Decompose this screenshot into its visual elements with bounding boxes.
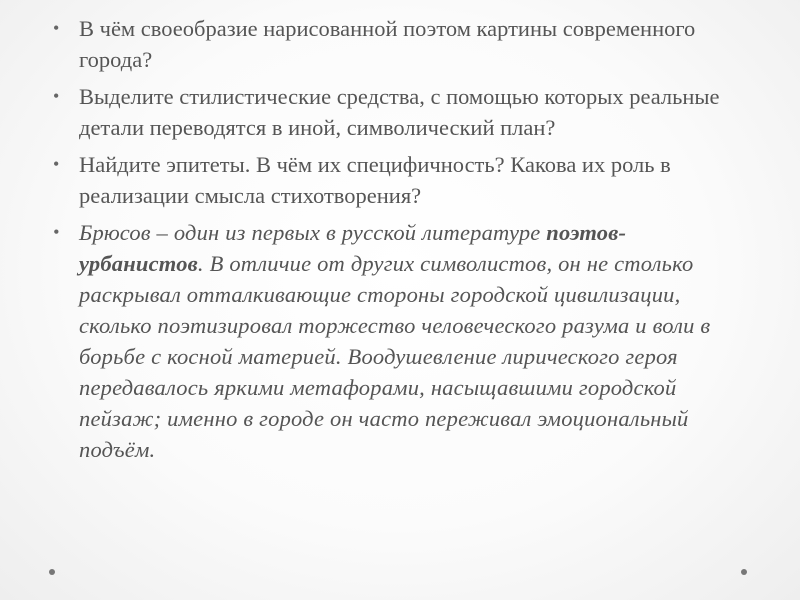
bullet-item-3 <box>46 149 746 211</box>
bullet-text-rest: . В отличие от других символистов, он не столько раскрывал отталкивающие стороны городской цивилизации, сколько поэтизировал торжество человеческого разума и воли в борьбе с косной материей. Воодушевление лирического героя передавалось яркими метафорами, насыщавшими городской пейзаж; именно в городе он часто переживал эмоциональный подъём. <box>79 251 711 462</box>
bullet-text: Найдите эпитеты. В чём их специфичность? Какова их роль в реализации смысла стихотворения? <box>79 152 671 208</box>
bullet-marker-icon: • <box>53 18 60 38</box>
bullet-list <box>46 13 746 471</box>
bullet-text: В чём своеобразие нарисованной поэтом картины современного города? <box>79 16 696 72</box>
bullet-marker-icon: • <box>53 86 60 106</box>
bullet-marker-icon: • <box>53 222 60 242</box>
bullet-item-1 <box>46 13 746 75</box>
bullet-item-4 <box>46 217 746 465</box>
corner-dot-left <box>49 569 55 575</box>
bullet-bold-term: поэтов-урбанистов <box>79 220 627 276</box>
bullet-item-2 <box>46 81 746 143</box>
bullet-text-start: Брюсов – один из первых в русской литературе <box>79 220 547 245</box>
corner-dot-right <box>741 569 747 575</box>
bullet-text: Выделите стилистические средства, с помощью которых реальные детали переводятся в иной, символический план? <box>79 84 720 140</box>
bullet-marker-icon: • <box>53 154 60 174</box>
